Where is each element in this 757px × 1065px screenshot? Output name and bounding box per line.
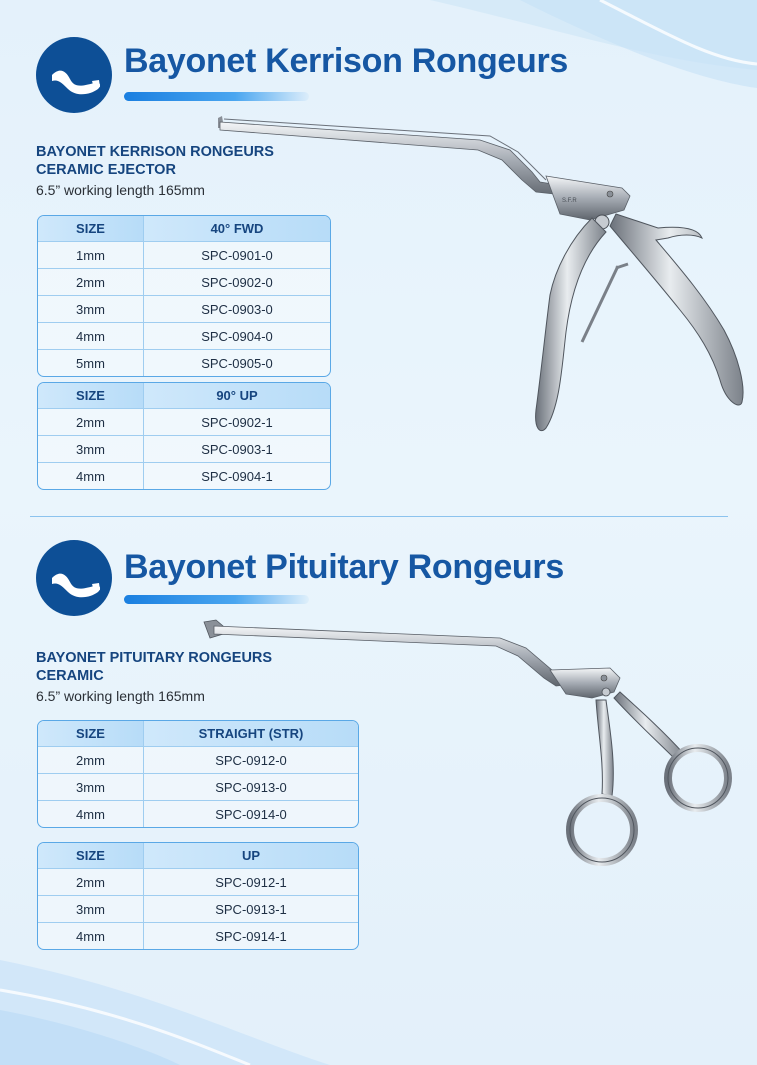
- product-title-line1: BAYONET KERRISON RONGEURS: [36, 144, 274, 160]
- code-cell: SPC-0901-0: [144, 241, 330, 268]
- product-title-line2: CERAMIC: [36, 668, 104, 684]
- column-header-size: SIZE: [38, 843, 144, 868]
- pituitary-rongeur-image: [200, 612, 745, 882]
- code-cell: SPC-0902-1: [144, 408, 330, 435]
- section-heading: Bayonet Kerrison Rongeurs: [124, 42, 569, 80]
- product-description: 6.5” working length 165mm: [36, 688, 205, 704]
- heading-underline: [124, 92, 309, 101]
- rongeur-logo-icon: [36, 37, 112, 113]
- table-row: [38, 922, 358, 949]
- column-header-angle: 40° FWD: [144, 216, 330, 241]
- code-cell: SPC-0904-1: [144, 462, 330, 489]
- column-header-size: SIZE: [38, 383, 144, 408]
- section-heading: Bayonet Pituitary Rongeurs: [124, 548, 564, 586]
- product-description: 6.5” working length 165mm: [36, 182, 205, 198]
- size-cell: 4mm: [38, 922, 144, 949]
- size-cell: 2mm: [38, 746, 144, 773]
- size-cell: 4mm: [38, 800, 144, 827]
- code-cell: SPC-0913-0: [144, 773, 358, 800]
- code-cell: SPC-0902-0: [144, 268, 330, 295]
- section-divider: [30, 516, 728, 517]
- code-cell: SPC-0903-1: [144, 435, 330, 462]
- size-cell: 3mm: [38, 773, 144, 800]
- size-cell: 3mm: [38, 295, 144, 322]
- heading-underline: [124, 595, 309, 604]
- code-cell: SPC-0912-1: [144, 868, 358, 895]
- code-cell: SPC-0903-0: [144, 295, 330, 322]
- size-cell: 2mm: [38, 268, 144, 295]
- code-cell: SPC-0913-1: [144, 895, 358, 922]
- size-cell: 2mm: [38, 868, 144, 895]
- column-header-angle: STRAIGHT (STR): [144, 721, 358, 746]
- product-title-line2: CERAMIC EJECTOR: [36, 162, 176, 178]
- logo-badge: [36, 37, 112, 113]
- column-header-size: SIZE: [38, 216, 144, 241]
- column-header-angle: 90° UP: [144, 383, 330, 408]
- code-cell: SPC-0914-0: [144, 800, 358, 827]
- size-cell: 3mm: [38, 895, 144, 922]
- code-cell: SPC-0904-0: [144, 322, 330, 349]
- table-row: [38, 895, 358, 922]
- code-cell: SPC-0912-0: [144, 746, 358, 773]
- column-header-size: SIZE: [38, 721, 144, 746]
- column-header-angle: UP: [144, 843, 358, 868]
- kerrison-rongeur-image: [210, 110, 750, 450]
- size-cell: 5mm: [38, 349, 144, 376]
- size-cell: 4mm: [38, 462, 144, 489]
- size-cell: 1mm: [38, 241, 144, 268]
- logo-badge: [36, 540, 112, 616]
- code-cell: SPC-0905-0: [144, 349, 330, 376]
- product-title-line1: BAYONET PITUITARY RONGEURS: [36, 650, 273, 666]
- code-cell: SPC-0914-1: [144, 922, 358, 949]
- table-row: [38, 462, 330, 489]
- size-cell: 4mm: [38, 322, 144, 349]
- rongeur-logo-icon: [36, 540, 112, 616]
- size-cell: 2mm: [38, 408, 144, 435]
- size-cell: 3mm: [38, 435, 144, 462]
- instrument-marking: S.F.R: [562, 198, 577, 204]
